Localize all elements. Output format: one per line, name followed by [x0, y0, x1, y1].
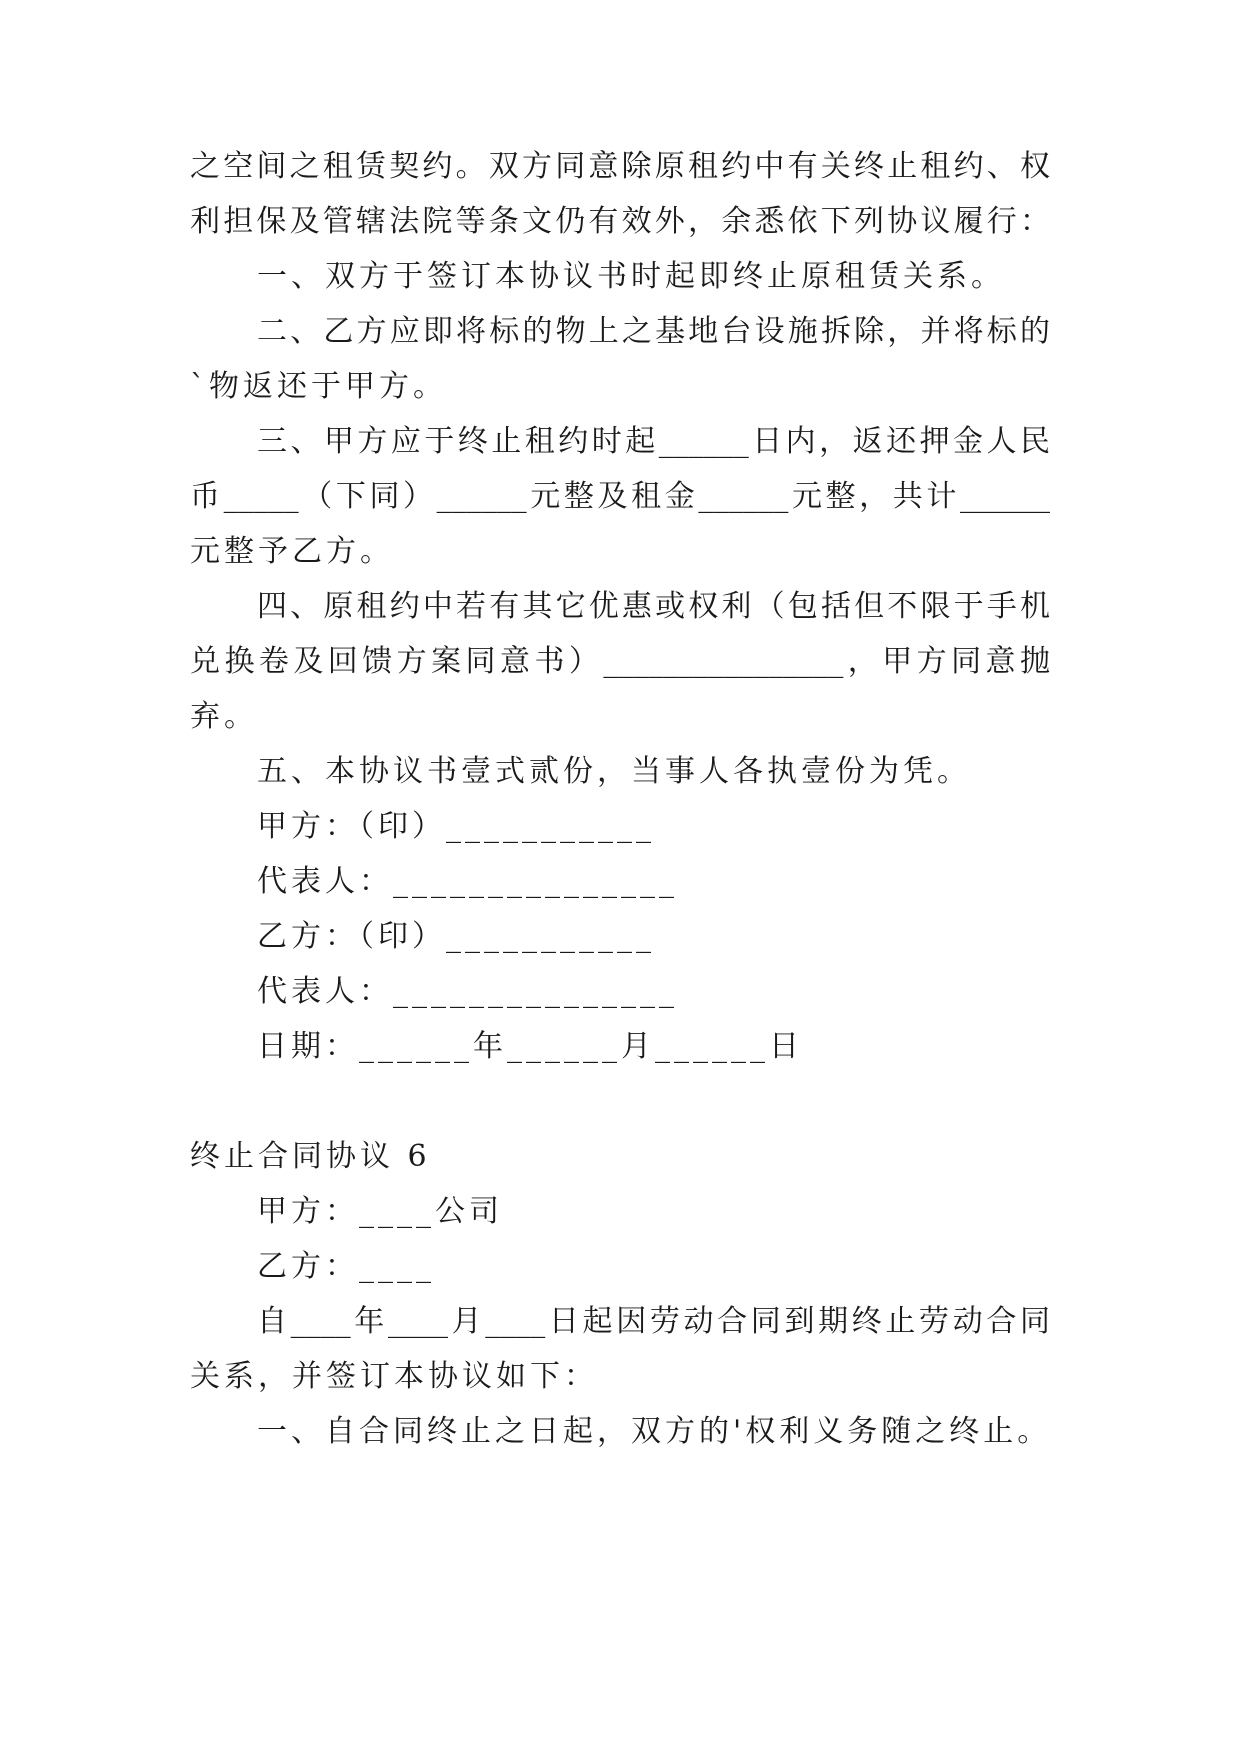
signature-representative-b: 代表人：_______________ [257, 974, 678, 1009]
paragraph-line: 之空间之租赁契约。双方同意除原租约中有关终止租约、权 [190, 149, 1050, 184]
clause-4-end: 弃。 [190, 699, 258, 734]
intro-line: 自____年____月____日起因劳动合同到期终止劳动合同 [257, 1304, 1050, 1339]
clause-5: 五、本协议书壹式贰份，当事人各执壹份为凭。 [257, 754, 971, 789]
clause-4-continued: 兑换卷及回馈方案同意书）________________，甲方同意抛 [190, 644, 1050, 679]
paragraph-line: 利担保及管辖法院等条文仍有效外，余悉依下列协议履行： [190, 204, 1050, 239]
signature-party-b: 乙方：（印）___________ [257, 919, 655, 954]
intro-line-continued: 关系，并签订本协议如下： [190, 1359, 598, 1394]
signature-representative-a: 代表人：_______________ [257, 864, 678, 899]
clause-1: 一、自合同终止之日起，双方的'权利义务随之终止。 [257, 1414, 1052, 1449]
clause-4: 四、原租约中若有其它优惠或权利（包括但不限于手机 [257, 589, 1050, 624]
clause-2-continued: `物返还于甲方。 [190, 369, 447, 404]
section-title: 终止合同协议 6 [190, 1139, 431, 1174]
clause-1: 一、双方于签订本协议书时起即终止原租赁关系。 [257, 259, 1005, 294]
signature-party-a: 甲方：（印）___________ [257, 809, 655, 844]
clause-3-end: 元整予乙方。 [190, 534, 394, 569]
party-b-line: 乙方：____ [257, 1249, 435, 1284]
clause-3: 三、甲方应于终止租约时起______日内，返还押金人民 [257, 424, 1050, 459]
clause-2: 二、乙方应即将标的物上之基地台设施拆除，并将标的 [257, 314, 1050, 349]
signature-date: 日期：______年______月______日 [257, 1029, 803, 1064]
clause-3-continued: 币_____（下同）______元整及租金______元整，共计______ [190, 479, 1050, 514]
party-a-line: 甲方：____公司 [257, 1194, 503, 1229]
